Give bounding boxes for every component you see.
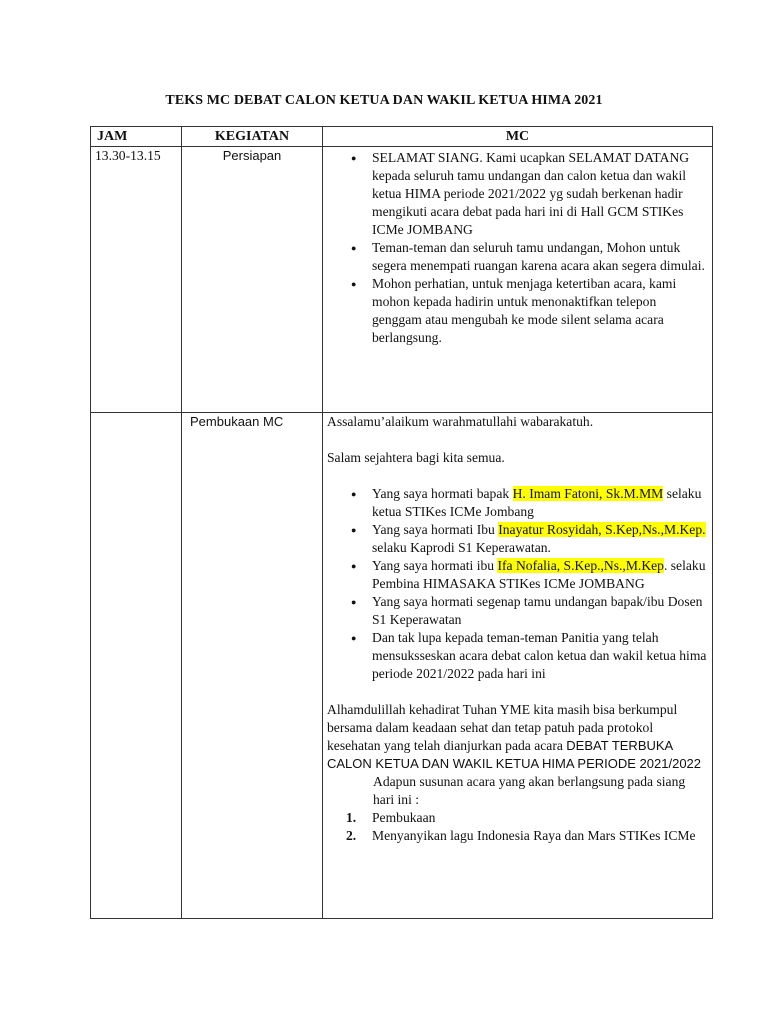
body-paragraph (327, 701, 708, 773)
cell-mc (323, 413, 713, 919)
header-mc: MC (323, 127, 713, 147)
kegiatan-value: Persiapan (222, 148, 282, 163)
list-item: ● Teman-teman dan seluruh tamu undangan, Mohon untuk segera menempati ruangan karena acara akan segera dimulai. (372, 239, 708, 275)
cell-mc (323, 147, 713, 413)
item-text: Menyanyikan lagu Indonesia Raya dan Mars STIKes ICMe (372, 828, 696, 843)
cell-jam (91, 413, 182, 919)
cell-jam (91, 147, 182, 413)
honorific-prefix: Dan tak lupa kepada teman-teman Panitia yang telah mensuksseskan acara debat calon ketua dan wakil ketua hima periode 2021/2022 pada hari ini (372, 630, 707, 681)
list-item (372, 485, 708, 521)
greeting-text: Assalamu’alaikum warahmatullahi wabarakatuh. (327, 414, 594, 429)
document-title: TEKS MC DEBAT CALON KETUA DAN WAKIL KETUA HIMA 2021 (165, 93, 603, 108)
list-item (372, 593, 708, 629)
honorific-prefix: Yang saya hormati segenap tamu undangan bapak/ibu Dosen S1 Keperawatan (372, 594, 703, 627)
list-item: ● SELAMAT SIANG. Kami ucapkan SELAMAT DATANG kepada seluruh tamu undangan dan calon ketua dan wakil ketua HIMA periode 2021/2022 yg sudah berkenan hadir mengikuti acara debat pada hari ini di Hall GCM STIKes ICMe JOMBANG (372, 149, 708, 239)
bullet-list (327, 149, 708, 347)
honorific-suffix: selaku Kaprodi S1 Keperawatan. (372, 540, 551, 555)
honorific-prefix: Yang saya hormati Ibu (372, 522, 499, 537)
item-number: 1. (346, 810, 357, 825)
honorific-prefix: Yang saya hormati bapak (372, 486, 513, 501)
salam-text: Salam sejahtera bagi kita semua. (327, 450, 505, 465)
list-item (372, 557, 708, 593)
highlighted-name: H. Imam Fatoni, Sk.M.MM (512, 486, 664, 501)
list-item (346, 827, 708, 845)
header-jam: JAM (91, 127, 182, 147)
list-item (372, 521, 708, 557)
paragraph-caps-text: DEBAT TERBUKA CALON KETUA DAN WAKIL KETUA HIMA PERIODE 2021/2022 (327, 738, 702, 771)
mc-schedule-table (90, 126, 713, 919)
list-item: ● Mohon perhatian, untuk menjaga ketertiban acara, kami mohon kepada hadirin untuk menonaktifkan telepon genggam atau mengubah ke mode silent selama acara berlangsung. (372, 275, 708, 347)
cell-kegiatan (182, 413, 323, 919)
honorific-prefix: Yang saya hormati ibu (372, 558, 498, 573)
highlighted-name: Ifa Nofalia, S.Kep.,Ns.,M.Kep (497, 558, 664, 573)
list-item (372, 629, 708, 683)
item-number: 2. (346, 828, 357, 843)
paragraph-text: Alhamdulillah kehadirat Tuhan YME kita masih bisa berkumpul bersama dalam keadaan sehat dan tetap patuh pada protokol kesehatan yang telah dianjurkan pada acara (327, 702, 678, 753)
table-header-row (91, 127, 713, 147)
highlighted-name: Inayatur Rosyidah, S.Kep,Ns.,M.Kep. (498, 522, 706, 537)
honorific-list (327, 485, 708, 683)
jam-value: 13.30-13.15 (95, 148, 161, 163)
kegiatan-value: Pembukaan MC (190, 414, 284, 429)
table-row (91, 413, 713, 919)
table-row (91, 147, 713, 413)
cell-kegiatan (182, 147, 323, 413)
list-item (346, 809, 708, 827)
header-kegiatan: KEGIATAN (182, 127, 323, 147)
honorific-suffix: . selaku Pembina HIMASAKA STIKes ICMe JOMBANG (372, 558, 706, 591)
agenda-list (327, 809, 708, 845)
agenda-intro: Adapun susunan acara yang akan berlangsung pada siang hari ini : (373, 774, 686, 807)
item-text: Pembukaan (372, 810, 436, 825)
honorific-suffix: selaku ketua STIKes ICMe Jombang (372, 486, 702, 519)
